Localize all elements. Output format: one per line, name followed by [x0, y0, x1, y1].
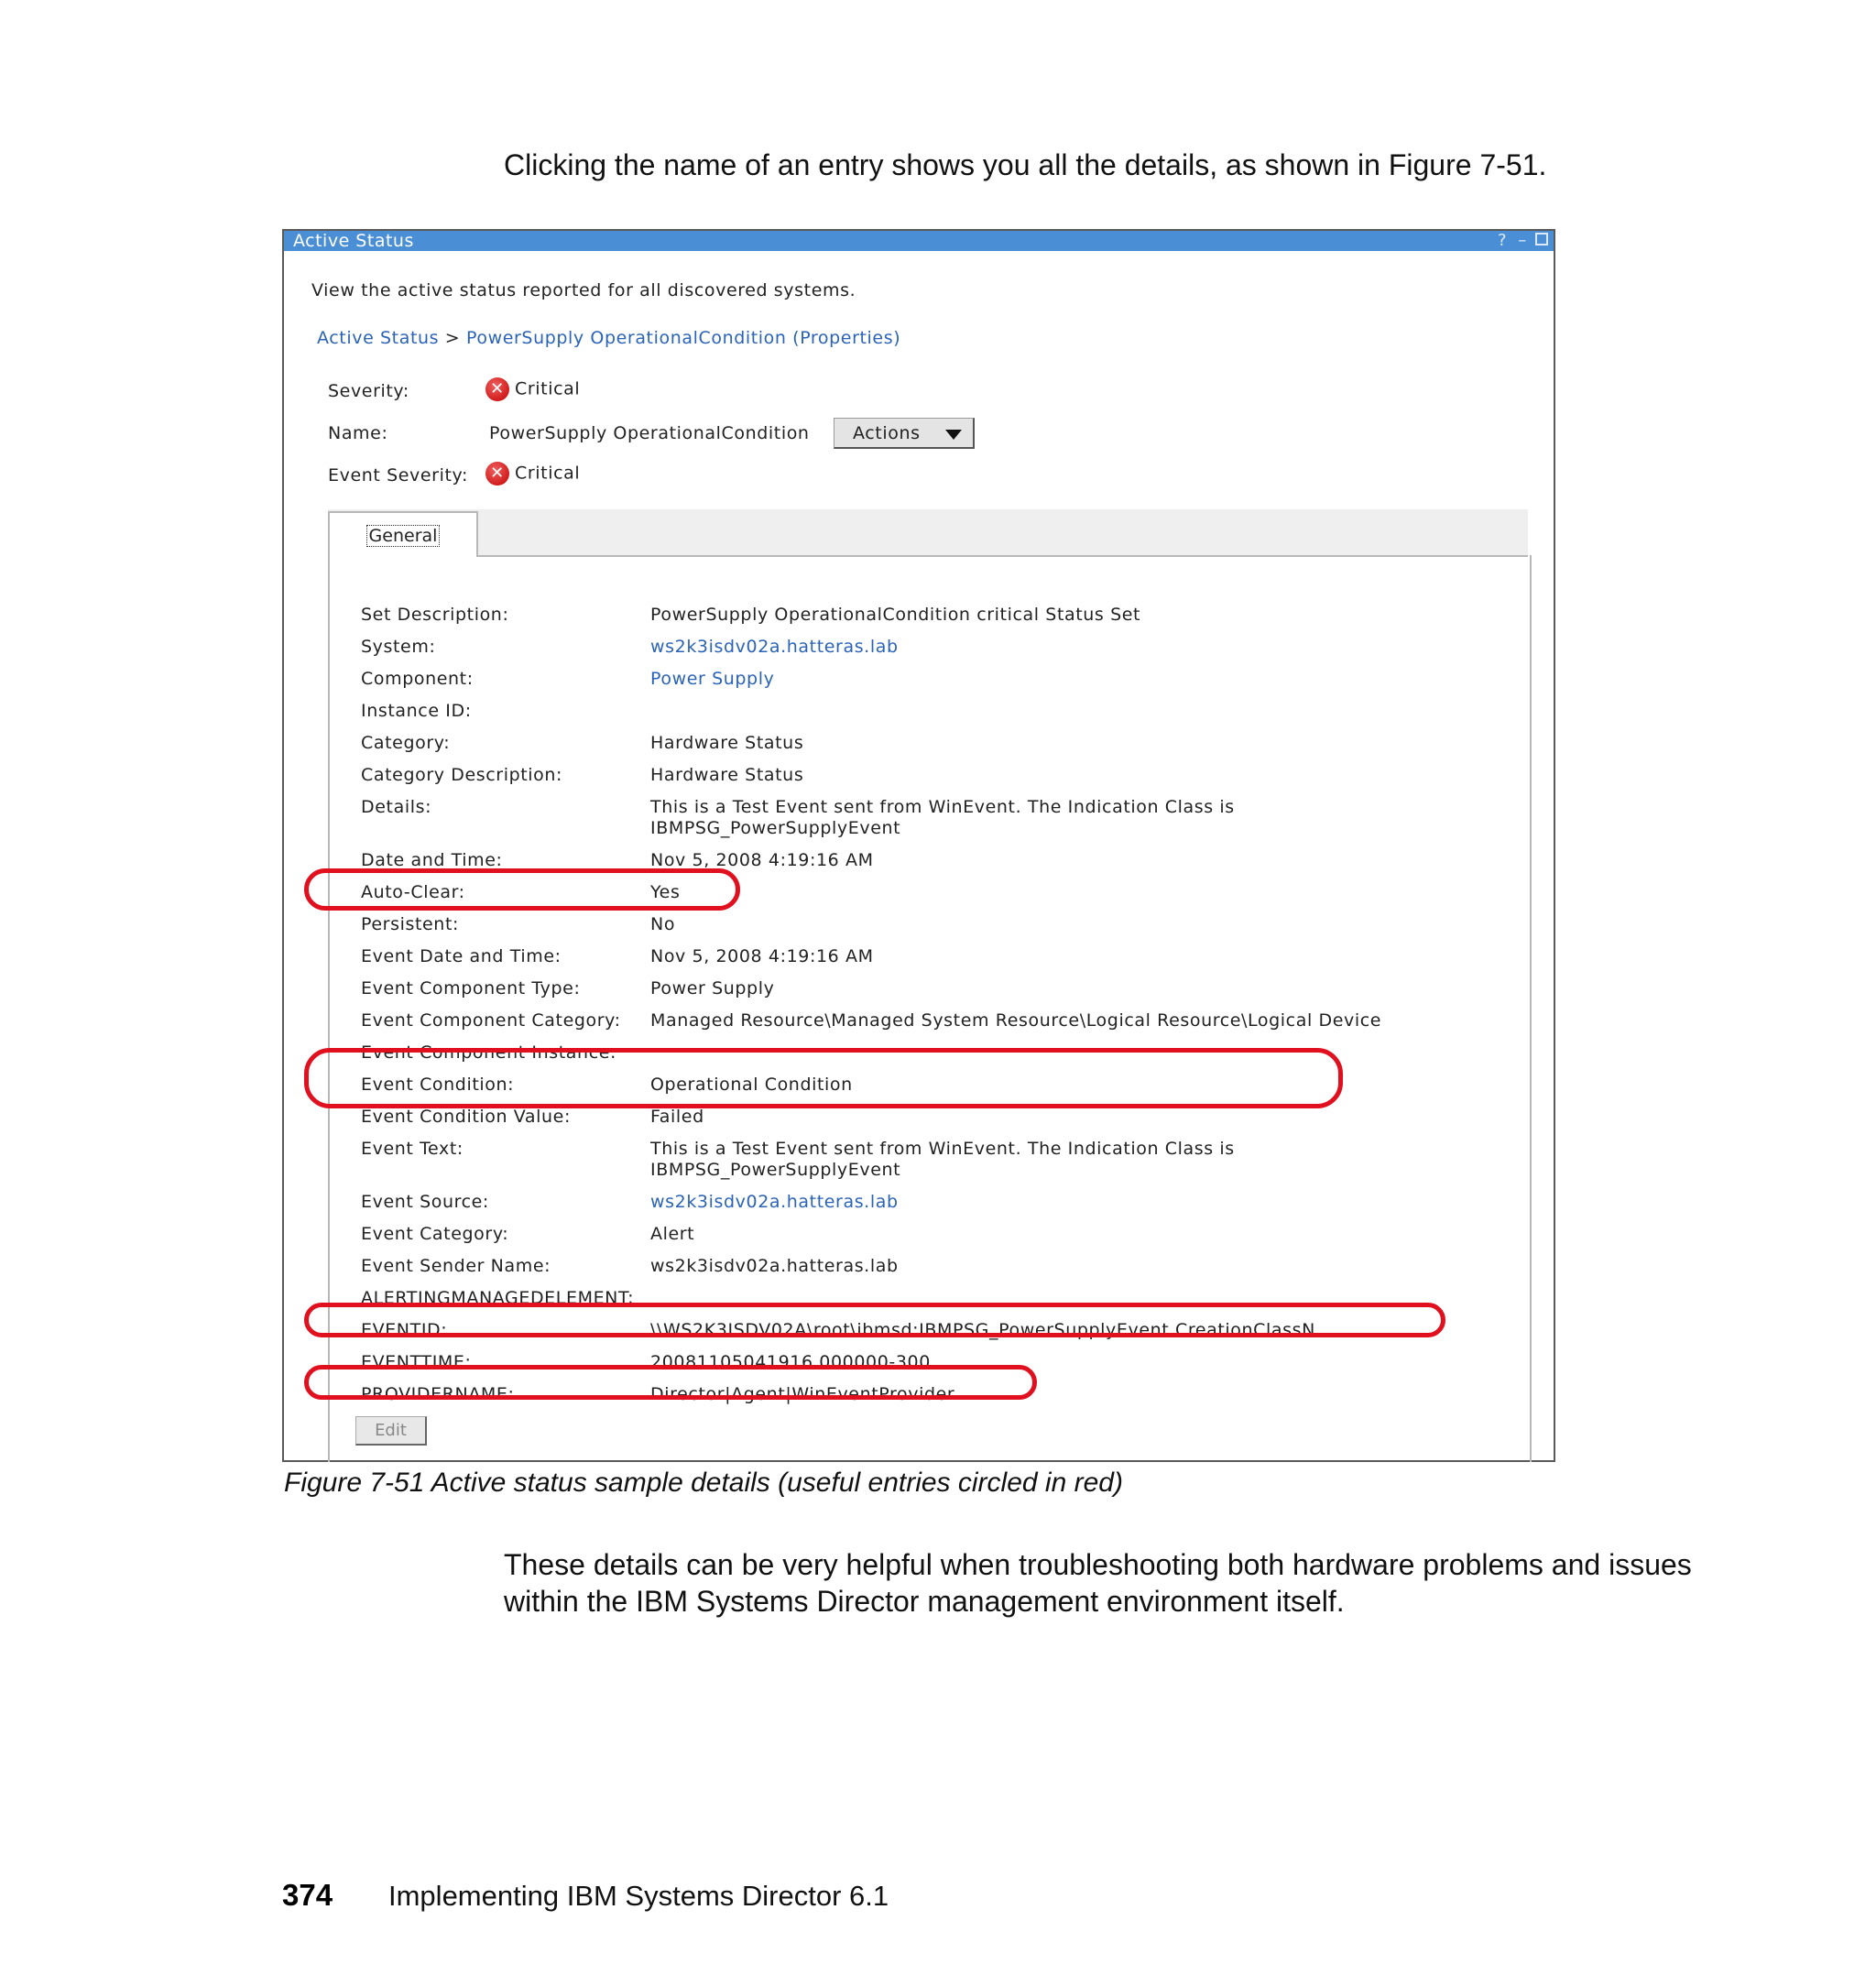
actions-label: Actions [853, 423, 921, 443]
property-label: Date and Time: [361, 850, 503, 870]
property-row [330, 946, 1521, 974]
property-value: This is a Test Event sent from WinEvent. The Indication Class is IBMPSG_PowerSupplyEvent [650, 1139, 1235, 1180]
property-label: Event Condition Value: [361, 1107, 571, 1127]
property-row [330, 1192, 1521, 1219]
breadcrumb-current: PowerSupply OperationalCondition (Properties) [465, 328, 901, 348]
property-value: 20081105041916.000000-300 [650, 1352, 931, 1372]
property-row [330, 637, 1521, 664]
tab-strip [328, 509, 1528, 557]
property-value: Hardware Status [650, 765, 804, 785]
severity-value: ✕ Critical [485, 377, 580, 401]
property-label: Instance ID: [361, 701, 472, 721]
property-row [330, 1139, 1521, 1180]
breadcrumb [317, 328, 900, 348]
property-row [330, 765, 1521, 792]
property-label: Event Category: [361, 1224, 509, 1244]
property-value: Nov 5, 2008 4:19:16 AM [650, 850, 874, 870]
property-value: Failed [650, 1107, 704, 1127]
window-title: Active Status [293, 231, 414, 251]
property-label: Event Sender Name: [361, 1256, 551, 1276]
window-title-bar [284, 231, 1554, 251]
property-label: Event Condition: [361, 1075, 515, 1095]
property-label: System: [361, 637, 436, 657]
property-value: Power Supply [650, 978, 775, 998]
highlight-eventid [304, 1303, 1445, 1337]
property-value: ws2k3isdv02a.hatteras.lab [650, 1256, 899, 1276]
event-severity-value: ✕ Critical [485, 462, 580, 486]
property-value: PowerSupply OperationalCondition critical Status Set [650, 605, 1141, 625]
property-row [330, 1224, 1521, 1251]
highlight-event-text [304, 1048, 1343, 1108]
property-row [330, 1256, 1521, 1283]
actions-dropdown-button[interactable] [834, 418, 975, 449]
property-row [330, 701, 1521, 728]
active-status-window [282, 229, 1555, 1462]
event-severity-label: Event Severity: [328, 465, 468, 486]
property-value: This is a Test Event sent from WinEvent. The Indication Class is IBMPSG_PowerSupplyEvent [650, 797, 1235, 838]
severity-label: Severity: [328, 381, 409, 401]
property-label: Event Date and Time: [361, 946, 562, 966]
property-value: Nov 5, 2008 4:19:16 AM [650, 946, 874, 966]
property-row [330, 797, 1521, 838]
property-value[interactable]: ws2k3isdv02a.hatteras.lab [650, 1192, 899, 1212]
critical-icon: ✕ [485, 462, 509, 486]
property-label: Category: [361, 733, 451, 753]
edit-button[interactable]: Edit [355, 1416, 427, 1446]
property-label: Event Text: [361, 1139, 464, 1159]
property-label: EVENTTIME: [361, 1352, 472, 1372]
after-paragraph: These details can be very helpful when troubleshooting both hardware problems and issues within the IBM Systems Director management environment itself. [504, 1548, 1692, 1618]
minimize-icon[interactable]: – [1518, 231, 1527, 250]
property-label: Event Component Instance: [361, 1042, 617, 1063]
book-title: Implementing IBM Systems Director 6.1 [388, 1880, 889, 1912]
breadcrumb-separator: > [444, 328, 461, 348]
property-label: Details: [361, 797, 432, 817]
figure-caption: Figure 7-51 Active status sample details (useful entries circled in red) [284, 1468, 1123, 1498]
property-row [330, 1107, 1521, 1134]
property-label: Category Description: [361, 765, 563, 785]
property-value[interactable]: ws2k3isdv02a.hatteras.lab [650, 637, 899, 657]
property-label: Set Description: [361, 605, 509, 625]
help-icon[interactable]: ? [1497, 231, 1508, 250]
property-value: \\WS2K3ISDV02A\root\ibmsd:IBMPSG_PowerSupplyEvent.CreationClassN... [650, 1320, 1334, 1340]
property-row [330, 669, 1521, 696]
property-label: ALERTINGMANAGEDELEMENT: [361, 1288, 635, 1308]
property-row [330, 1010, 1521, 1038]
maximize-icon[interactable] [1535, 233, 1548, 246]
property-value: Alert [650, 1224, 695, 1244]
breadcrumb-root-link[interactable]: Active Status [317, 328, 440, 348]
property-value: Operational Condition [650, 1075, 853, 1095]
name-value: PowerSupply OperationalCondition [489, 423, 810, 443]
property-value: Hardware Status [650, 733, 804, 753]
property-label: Persistent: [361, 914, 459, 934]
highlight-providername [304, 1365, 1037, 1400]
property-value: Managed Resource\Managed System Resource\Logical Resource\Logical Device [650, 1010, 1382, 1031]
intro-paragraph: Clicking the name of an entry shows you all the details, as shown in Figure 7-51. [504, 148, 1547, 181]
property-row [330, 605, 1521, 632]
dropdown-arrow-icon [945, 430, 962, 440]
property-value: Director|Agent|WinEventProvider [650, 1384, 955, 1404]
property-row [330, 978, 1521, 1006]
property-value: No [650, 914, 676, 934]
property-label: Component: [361, 669, 474, 689]
highlight-auto-clear [304, 868, 740, 911]
property-label: EVENTID: [361, 1320, 448, 1340]
property-row [330, 733, 1521, 760]
critical-icon: ✕ [485, 377, 509, 401]
property-label: PROVIDERNAME: [361, 1384, 515, 1404]
page-description: View the active status reported for all discovered systems. [311, 280, 856, 300]
property-value[interactable]: Power Supply [650, 669, 775, 689]
property-label: Event Component Type: [361, 978, 581, 998]
page-number: 374 [282, 1878, 333, 1912]
property-label: Auto-Clear: [361, 882, 465, 902]
tab-general[interactable]: General [328, 511, 478, 557]
name-label: Name: [328, 423, 388, 443]
property-label: Event Component Category: [361, 1010, 621, 1031]
property-row [330, 914, 1521, 942]
property-label: Event Source: [361, 1192, 489, 1212]
property-value: Yes [650, 882, 681, 902]
